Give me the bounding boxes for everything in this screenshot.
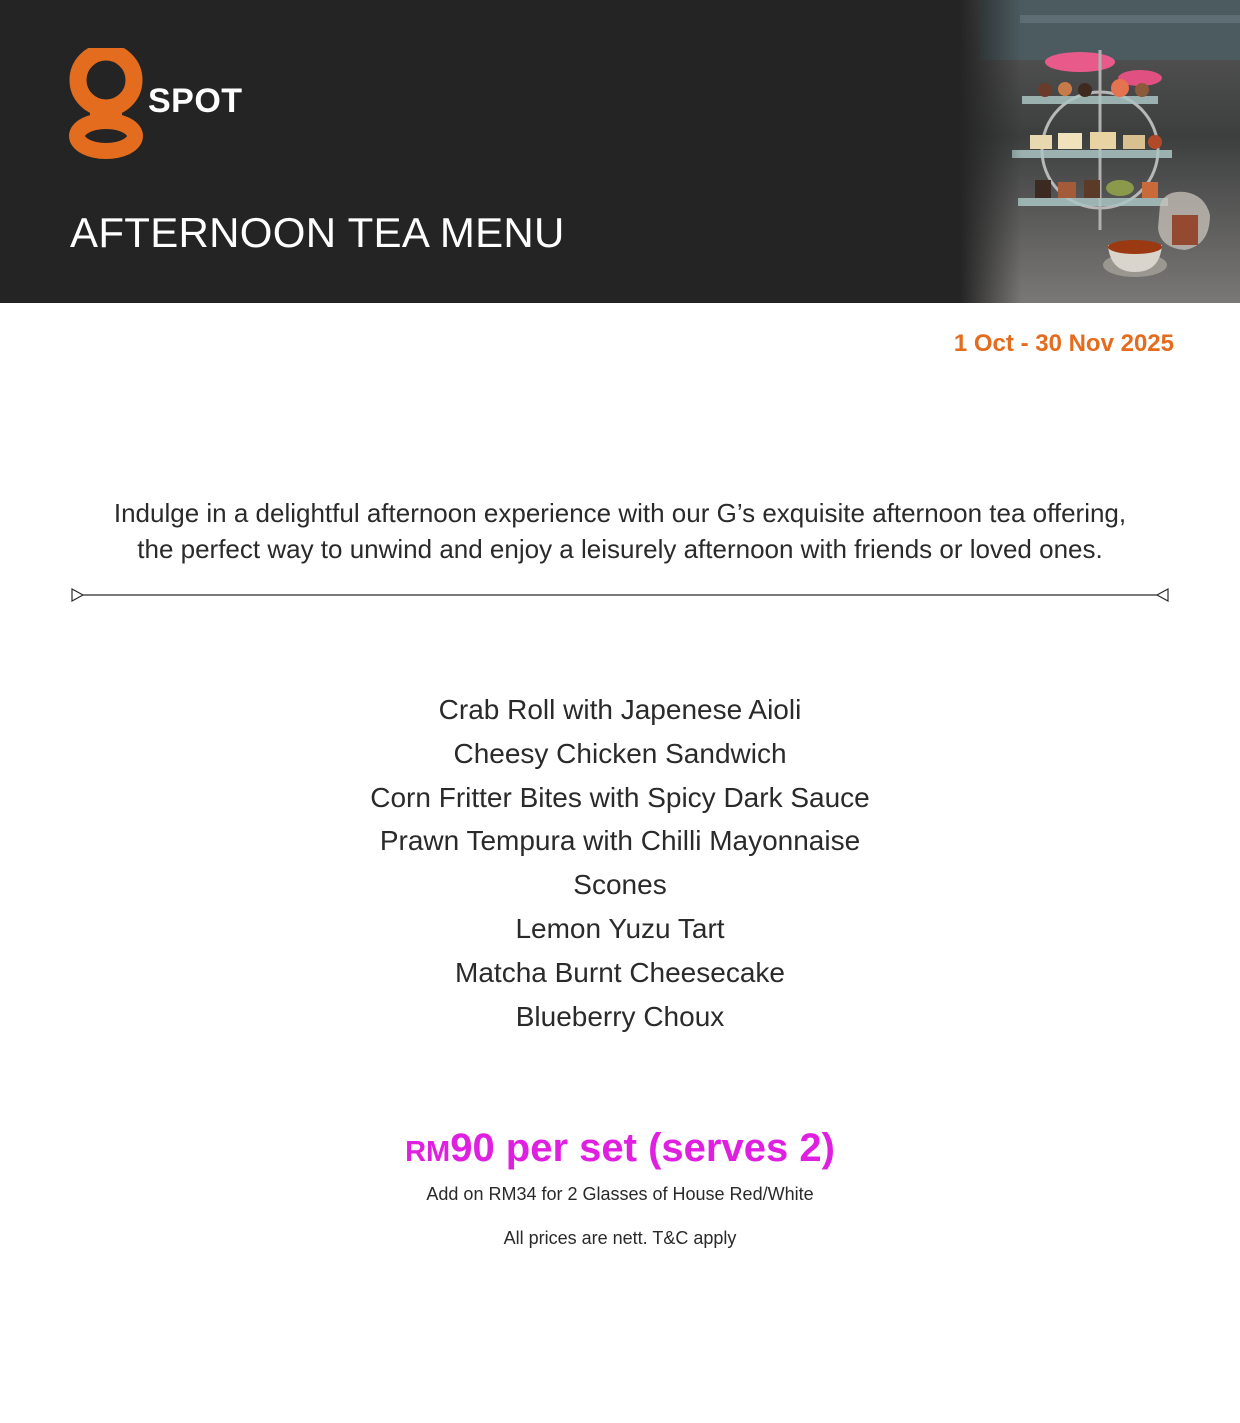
set-price (0, 1126, 1240, 1170)
divider-left-arrow-icon (72, 589, 83, 601)
price-currency: RM (405, 1136, 451, 1168)
menu-item: Prawn Tempura with Chilli Mayonnaise (379, 825, 861, 857)
menu-item: Crab Roll with Japenese Aioli (438, 694, 802, 725)
intro-line-2: the perfect way to unwind and enjoy a leisurely afternoon with friends or loved ones. (137, 534, 1103, 564)
wine-addon-note: Add on RM34 for 2 Glasses of House Red/White (426, 1184, 814, 1204)
g-letter-icon (68, 48, 148, 163)
logo-word-text: SPOT (148, 82, 243, 120)
menu-item: Blueberry Choux (515, 1000, 725, 1032)
divider-right-arrow-icon (1157, 589, 1168, 601)
menu-item: Matcha Burnt Cheesecake (455, 956, 785, 988)
section-divider (70, 585, 1170, 605)
intro-line-1: Indulge in a delightful afternoon experience with our G’s exquisite afternoon tea offering, (113, 498, 1127, 528)
menu-item: Cheesy Chicken Sandwich (453, 737, 787, 769)
page-title: AFTERNOON TEA MENU (70, 209, 565, 256)
logo-wordmark (148, 84, 243, 118)
menu-item-list (0, 688, 1240, 1038)
intro-paragraph (70, 495, 1170, 567)
menu-item: Scones (573, 869, 667, 901)
promo-date-range: 1 Oct - 30 Nov 2025 (953, 330, 1174, 357)
afternoon-tea-stand-photo (960, 0, 1240, 303)
gspot-logo[interactable] (68, 48, 248, 163)
header-banner (0, 0, 1240, 303)
menu-item: Corn Fritter Bites with Spicy Dark Sauce (370, 781, 870, 813)
menu-item: Lemon Yuzu Tart (515, 912, 725, 944)
price-text: 90 per set (serves 2) (450, 1126, 835, 1170)
terms-note: All prices are nett. T&C apply (503, 1228, 737, 1248)
